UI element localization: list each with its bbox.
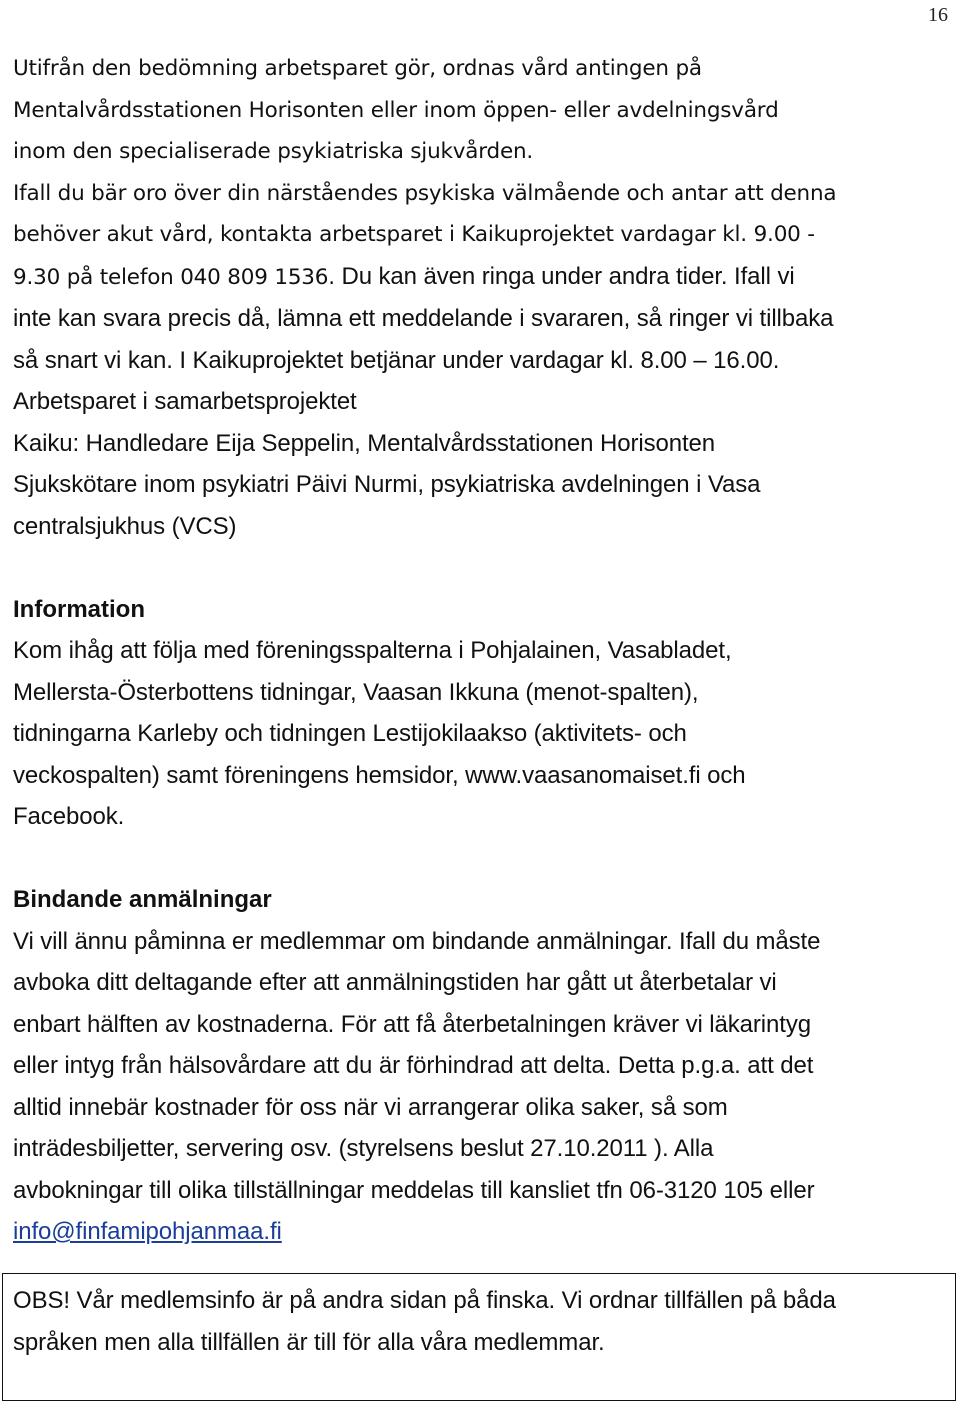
intro-line-8: så snart vi kan. I Kaikuprojektet betjänar under vardagar kl. 8.00 – 16.00. xyxy=(13,346,780,374)
information-line-4: veckospalten) samt föreningens hemsidor, www.vaasanomaiset.fi och xyxy=(13,761,746,789)
bindande-line-7: avbokningar till olika tillställningar meddelas till kansliet tfn 06-3120 105 eller xyxy=(13,1176,815,1204)
intro-line-12: centralsjukhus (VCS) xyxy=(13,512,237,540)
spacer xyxy=(13,547,953,589)
intro-line-1: Utifrån den bedömning arbetsparet gör, ordnas vård antingen på xyxy=(13,56,702,81)
bindande-line-6: inträdesbiljetter, servering osv. (styrelsens beslut 27.10.2011 ). Alla xyxy=(13,1135,714,1162)
intro-line-6-tail: Du kan även ringa under andra tider. Ifall vi xyxy=(334,262,795,290)
bindande-line-3: enbart hälften av kostnaderna. För att få återbetalningen kräver vi läkarintyg xyxy=(13,1010,811,1038)
document-body xyxy=(13,48,953,1253)
intro-line-7: inte kan svara precis då, lämna ett meddelande i svararen, så ringer vi tillbaka xyxy=(13,305,834,332)
intro-line-9: Arbetsparet i samarbetsprojektet xyxy=(13,388,357,415)
information-line-1: Kom ihåg att följa med föreningsspalterna i Pohjalainen, Vasabladet, xyxy=(13,637,732,664)
bindande-heading: Bindande anmälningar xyxy=(13,886,272,913)
bindande-line-1: Vi vill ännu påminna er medlemmar om bindande anmälningar. Ifall du måste xyxy=(13,927,821,955)
spacer xyxy=(13,838,953,880)
email-link[interactable]: info@finfamipohjanmaa.fi xyxy=(13,1218,282,1245)
obs-line-2: språken men alla tillfällen är till för alla våra medlemmar. xyxy=(13,1328,605,1356)
information-line-3: tidningarna Karleby och tidningen Lestijokilaakso (aktivitets- och xyxy=(13,720,687,747)
intro-line-11: Sjukskötare inom psykiatri Päivi Nurmi, psykiatriska avdelningen i Vasa xyxy=(13,471,761,498)
intro-line-4: Ifall du bär oro över din närståendes psykiska välmående och antar att denna xyxy=(13,180,837,206)
obs-notice-box xyxy=(2,1273,956,1401)
information-line-5: Facebook. xyxy=(13,803,125,830)
intro-line-5: behöver akut vård, kontakta arbetsparet i Kaikuprojektet vardagar kl. 9.00 - xyxy=(13,222,815,247)
information-heading: Information xyxy=(13,595,145,623)
email-line xyxy=(13,1211,953,1253)
bindande-line-2: avboka ditt deltagande efter att anmälningstiden har gått ut återbetalar vi xyxy=(13,969,777,996)
intro-line-2: Mentalvårdsstationen Horisonten eller inom öppen- eller avdelningsvård xyxy=(13,97,779,123)
page-number: 16 xyxy=(928,4,948,26)
obs-line-1: OBS! Vår medlemsinfo är på andra sidan på finska. Vi ordnar tillfällen på båda xyxy=(13,1287,836,1314)
phone-text: 9.30 på telefon 040 809 1536. xyxy=(13,264,335,290)
intro-line-3: inom den specialiserade psykiatriska sjukvården. xyxy=(13,139,534,164)
bindande-line-4: eller intyg från hälsovårdare att du är förhindrad att delta. Detta p.g.a. att det xyxy=(13,1052,814,1079)
intro-line-6 xyxy=(13,256,953,299)
information-line-2: Mellersta-Österbottens tidningar, Vaasan Ikkuna (menot-spalten), xyxy=(13,678,699,706)
intro-line-10: Kaiku: Handledare Eija Seppelin, Mentalvårdsstationen Horisonten xyxy=(13,429,716,457)
bindande-line-5: alltid innebär kostnader för oss när vi arrangerar olika saker, så som xyxy=(13,1093,728,1121)
